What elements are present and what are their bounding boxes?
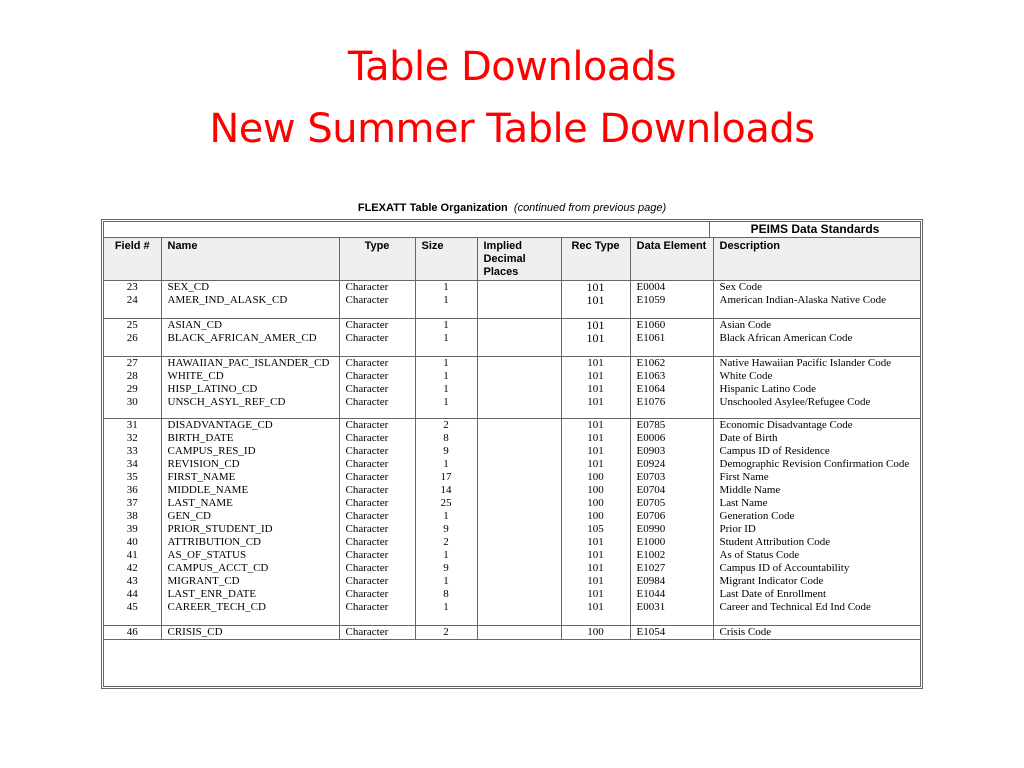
cell-size: 9 (415, 523, 477, 536)
cell-type: Character (339, 419, 415, 433)
cell-description: Campus ID of Accountability (713, 562, 920, 575)
cell-field: 43 (126, 575, 138, 587)
cell-name: CRISIS_CD (161, 626, 339, 640)
table-row (104, 419, 920, 433)
cell-type: Character (339, 319, 415, 333)
cell-size: 1 (415, 370, 477, 383)
cell-name: DISADVANTAGE_CD (161, 419, 339, 433)
cell-name: BIRTH_DATE (161, 432, 339, 445)
spacer-cell (561, 409, 630, 419)
cell-element: E1063 (630, 370, 713, 383)
cell-implied (477, 536, 561, 549)
cell-size: 1 (415, 510, 477, 523)
header-name: Name (161, 238, 339, 281)
cell-rec: 101 (561, 562, 630, 575)
cell-type: Character (339, 588, 415, 601)
cell-rec: 100 (561, 626, 630, 640)
cell-size: 1 (415, 281, 477, 295)
cell-name: UNSCH_ASYL_REF_CD (161, 396, 339, 409)
spacer-cell (339, 409, 415, 419)
cell-size: 8 (415, 432, 477, 445)
cell-size: 1 (415, 458, 477, 471)
spacer-cell (339, 614, 415, 626)
cell-rec: 101 (561, 601, 630, 614)
spacer-cell (104, 345, 161, 357)
cell-implied (477, 601, 561, 614)
peims-band-label: PEIMS Data Standards (709, 222, 920, 237)
cell-implied (477, 523, 561, 536)
cell-rec: 101 (561, 383, 630, 396)
cell-name: HISP_LATINO_CD (161, 383, 339, 396)
cell-element: E1060 (630, 319, 713, 333)
spacer-cell (415, 409, 477, 419)
spacer-cell (104, 614, 161, 626)
table-row (104, 626, 920, 640)
cell-implied (477, 383, 561, 396)
spacer-cell (161, 614, 339, 626)
header-size: Size (415, 238, 477, 281)
table-row (104, 588, 920, 601)
cell-description: Crisis Code (713, 626, 920, 640)
table-row (104, 523, 920, 536)
spacer-cell (161, 307, 339, 319)
cell-field: 41 (126, 549, 138, 561)
cell-field: 25 (126, 319, 138, 331)
spacer-cell (561, 614, 630, 626)
cell-implied (477, 419, 561, 433)
cell-implied (477, 357, 561, 371)
cell-name: SEX_CD (161, 281, 339, 295)
cell-name: LAST_ENR_DATE (161, 588, 339, 601)
cell-rec: 100 (561, 471, 630, 484)
spacer-cell (104, 409, 161, 419)
cell-description: Last Date of Enrollment (713, 588, 920, 601)
spacer-cell (713, 614, 920, 626)
cell-implied (477, 471, 561, 484)
cell-type: Character (339, 357, 415, 371)
spacer-cell (713, 345, 920, 357)
cell-type: Character (339, 484, 415, 497)
cell-name: ATTRIBUTION_CD (161, 536, 339, 549)
cell-type: Character (339, 432, 415, 445)
spacer-cell (477, 307, 561, 319)
cell-field: 46 (104, 626, 161, 640)
table-row (104, 281, 920, 295)
cell-size: 17 (415, 471, 477, 484)
cell-size: 2 (415, 419, 477, 433)
cell-type: Character (339, 575, 415, 588)
cell-rec: 101 (561, 357, 630, 371)
cell-rec: 105 (561, 523, 630, 536)
cell-element: E0703 (630, 471, 713, 484)
cell-field: 23 (126, 281, 138, 293)
spacer-cell (630, 345, 713, 357)
cell-field: 39 (126, 523, 138, 535)
table-row (104, 319, 920, 333)
table-row (104, 396, 920, 409)
table-row (104, 383, 920, 396)
spacer-cell (477, 409, 561, 419)
cell-field: 44 (126, 588, 138, 600)
table-row (104, 458, 920, 471)
cell-field: 30 (126, 396, 138, 408)
spacer-cell (161, 409, 339, 419)
cell-implied (477, 497, 561, 510)
cell-field: 28 (126, 370, 138, 382)
data-table (104, 238, 920, 640)
cell-implied (477, 588, 561, 601)
cell-element: E0990 (630, 523, 713, 536)
cell-name: ASIAN_CD (161, 319, 339, 333)
cell-name: FIRST_NAME (161, 471, 339, 484)
spacer-cell (713, 409, 920, 419)
spacer-cell (561, 307, 630, 319)
cell-name: REVISION_CD (161, 458, 339, 471)
table-row (104, 370, 920, 383)
table-body (104, 281, 920, 640)
spacer-cell (630, 409, 713, 419)
cell-element: E1061 (630, 332, 713, 345)
cell-rec: 101 (561, 458, 630, 471)
cell-rec: 101 (561, 445, 630, 458)
cell-field: 45 (126, 601, 138, 613)
cell-name: AS_OF_STATUS (161, 549, 339, 562)
cell-element: E0704 (630, 484, 713, 497)
cell-name: WHITE_CD (161, 370, 339, 383)
cell-element: E1054 (630, 626, 713, 640)
table-row (104, 432, 920, 445)
cell-description: Career and Technical Ed Ind Code (713, 601, 920, 614)
cell-description: Hispanic Latino Code (713, 383, 920, 396)
header-field: Field # (104, 238, 161, 281)
cell-description: Middle Name (713, 484, 920, 497)
cell-type: Character (339, 458, 415, 471)
table-row (104, 562, 920, 575)
cell-implied (477, 562, 561, 575)
cell-field: 35 (126, 471, 138, 483)
cell-type: Character (339, 370, 415, 383)
cell-size: 8 (415, 588, 477, 601)
cell-field: 24 (126, 294, 138, 306)
cell-size: 14 (415, 484, 477, 497)
cell-size: 1 (415, 601, 477, 614)
table-row (104, 294, 920, 307)
cell-field: 37 (126, 497, 138, 509)
cell-implied (477, 332, 561, 345)
cell-description: Migrant Indicator Code (713, 575, 920, 588)
cell-implied (477, 510, 561, 523)
cell-description: Sex Code (713, 281, 920, 295)
spacer-cell (630, 614, 713, 626)
cell-description: Date of Birth (713, 432, 920, 445)
table-row (104, 497, 920, 510)
cell-type: Character (339, 445, 415, 458)
cell-size: 1 (415, 357, 477, 371)
table-row (104, 536, 920, 549)
spacer-cell (104, 307, 161, 319)
slide-title: Table Downloads (347, 44, 677, 90)
header-type: Type (339, 238, 415, 281)
flexatt-table (101, 219, 923, 689)
cell-name: BLACK_AFRICAN_AMER_CD (161, 332, 339, 345)
cell-rec: 101 (561, 332, 630, 345)
table-row (104, 484, 920, 497)
cell-element: E0984 (630, 575, 713, 588)
cell-type: Character (339, 294, 415, 307)
table-row (104, 549, 920, 562)
cell-element: E0004 (630, 281, 713, 295)
cell-element: E1027 (630, 562, 713, 575)
spacer-cell (477, 345, 561, 357)
cell-type: Character (339, 497, 415, 510)
cell-element: E0705 (630, 497, 713, 510)
cell-type: Character (339, 562, 415, 575)
header-row (104, 238, 920, 281)
cell-description: Black African American Code (713, 332, 920, 345)
cell-implied (477, 575, 561, 588)
cell-implied (477, 396, 561, 409)
group-spacer (104, 307, 920, 319)
cell-element: E0006 (630, 432, 713, 445)
cell-element: E1076 (630, 396, 713, 409)
cell-field: 34 (126, 458, 138, 470)
table-row (104, 445, 920, 458)
cell-type: Character (339, 549, 415, 562)
cell-field: 32 (126, 432, 138, 444)
cell-size: 2 (415, 536, 477, 549)
cell-type: Character (339, 601, 415, 614)
cell-size: 1 (415, 396, 477, 409)
caption-note: (continued from previous page) (513, 202, 667, 214)
cell-description: Demographic Revision Confirmation Code (713, 458, 920, 471)
cell-field: 26 (126, 332, 138, 344)
cell-size: 1 (415, 383, 477, 396)
cell-name: PRIOR_STUDENT_ID (161, 523, 339, 536)
cell-type: Character (339, 281, 415, 295)
cell-type: Character (339, 471, 415, 484)
group-spacer (104, 345, 920, 357)
spacer-cell (630, 307, 713, 319)
cell-rec: 101 (561, 396, 630, 409)
cell-type: Character (339, 383, 415, 396)
cell-type: Character (339, 523, 415, 536)
table-caption (0, 202, 1024, 214)
cell-rec: 101 (561, 370, 630, 383)
cell-name: MIDDLE_NAME (161, 484, 339, 497)
cell-rec: 100 (561, 510, 630, 523)
cell-size: 1 (415, 549, 477, 562)
cell-description: Unschooled Asylee/Refugee Code (713, 396, 920, 409)
cell-field: 36 (126, 484, 138, 496)
cell-implied (477, 281, 561, 295)
cell-element: E0924 (630, 458, 713, 471)
cell-name: CAMPUS_RES_ID (161, 445, 339, 458)
cell-element: E0785 (630, 419, 713, 433)
cell-description: Native Hawaiian Pacific Islander Code (713, 357, 920, 371)
cell-implied (477, 484, 561, 497)
caption-title: FLEXATT Table Organization (357, 202, 508, 214)
cell-name: AMER_IND_ALASK_CD (161, 294, 339, 307)
cell-field: 40 (126, 536, 138, 548)
spacer-cell (477, 614, 561, 626)
spacer-cell (713, 307, 920, 319)
cell-description: White Code (713, 370, 920, 383)
slide-subtitle: New Summer Table Downloads (209, 106, 815, 152)
table-row (104, 510, 920, 523)
cell-rec: 100 (561, 484, 630, 497)
spacer-cell (561, 345, 630, 357)
cell-rec: 101 (561, 294, 630, 307)
cell-rec: 101 (561, 588, 630, 601)
spacer-cell (339, 345, 415, 357)
spacer-cell (339, 307, 415, 319)
cell-size: 1 (415, 319, 477, 333)
header-rec-type: Rec Type (561, 238, 630, 281)
peims-band (104, 222, 920, 238)
header-implied: Implied Decimal Places (477, 238, 561, 281)
cell-name: HAWAIIAN_PAC_ISLANDER_CD (161, 357, 339, 371)
cell-field: 42 (126, 562, 138, 574)
cell-rec: 101 (561, 432, 630, 445)
group-spacer (104, 409, 920, 419)
cell-rec: 101 (561, 419, 630, 433)
cell-implied (477, 319, 561, 333)
cell-element: E1059 (630, 294, 713, 307)
cell-implied (477, 549, 561, 562)
cell-name: MIGRANT_CD (161, 575, 339, 588)
cell-rec: 101 (561, 549, 630, 562)
spacer-cell (415, 614, 477, 626)
cell-description: Student Attribution Code (713, 536, 920, 549)
cell-implied (477, 458, 561, 471)
table-row (104, 357, 920, 371)
header-data-element: Data Element (630, 238, 713, 281)
table-row (104, 471, 920, 484)
cell-element: E1000 (630, 536, 713, 549)
cell-element: E1044 (630, 588, 713, 601)
cell-field: 33 (126, 445, 138, 457)
cell-element: E1064 (630, 383, 713, 396)
cell-description: Generation Code (713, 510, 920, 523)
cell-rec: 101 (561, 281, 630, 295)
cell-rec: 101 (561, 319, 630, 333)
cell-size: 1 (415, 575, 477, 588)
cell-description: As of Status Code (713, 549, 920, 562)
cell-implied (477, 445, 561, 458)
cell-description: Asian Code (713, 319, 920, 333)
cell-description: Economic Disadvantage Code (713, 419, 920, 433)
cell-description: Prior ID (713, 523, 920, 536)
cell-size: 25 (415, 497, 477, 510)
cell-description: American Indian-Alaska Native Code (713, 294, 920, 307)
cell-size: 9 (415, 562, 477, 575)
cell-rec: 100 (561, 497, 630, 510)
cell-type: Character (339, 536, 415, 549)
cell-description: Last Name (713, 497, 920, 510)
cell-element: E0706 (630, 510, 713, 523)
cell-implied (477, 294, 561, 307)
cell-size: 9 (415, 445, 477, 458)
cell-implied (477, 432, 561, 445)
cell-element: E0031 (630, 601, 713, 614)
cell-implied (477, 626, 561, 640)
cell-description: First Name (713, 471, 920, 484)
cell-name: CAMPUS_ACCT_CD (161, 562, 339, 575)
cell-implied (477, 370, 561, 383)
cell-field: 27 (126, 357, 138, 369)
cell-size: 2 (415, 626, 477, 640)
cell-name: GEN_CD (161, 510, 339, 523)
cell-type: Character (339, 396, 415, 409)
cell-field: 31 (126, 419, 138, 431)
cell-size: 1 (415, 332, 477, 345)
cell-rec: 101 (561, 575, 630, 588)
cell-name: CAREER_TECH_CD (161, 601, 339, 614)
cell-field: 29 (126, 383, 138, 395)
cell-size: 1 (415, 294, 477, 307)
cell-description: Campus ID of Residence (713, 445, 920, 458)
cell-element: E1002 (630, 549, 713, 562)
spacer-cell (161, 345, 339, 357)
table-row (104, 332, 920, 345)
spacer-cell (415, 345, 477, 357)
cell-name: LAST_NAME (161, 497, 339, 510)
table-row (104, 575, 920, 588)
cell-type: Character (339, 626, 415, 640)
group-spacer (104, 614, 920, 626)
spacer-cell (415, 307, 477, 319)
cell-element: E1062 (630, 357, 713, 371)
cell-rec: 101 (561, 536, 630, 549)
header-description: Description (713, 238, 920, 281)
cell-type: Character (339, 510, 415, 523)
cell-type: Character (339, 332, 415, 345)
table-row (104, 601, 920, 614)
cell-element: E0903 (630, 445, 713, 458)
cell-field: 38 (126, 510, 138, 522)
